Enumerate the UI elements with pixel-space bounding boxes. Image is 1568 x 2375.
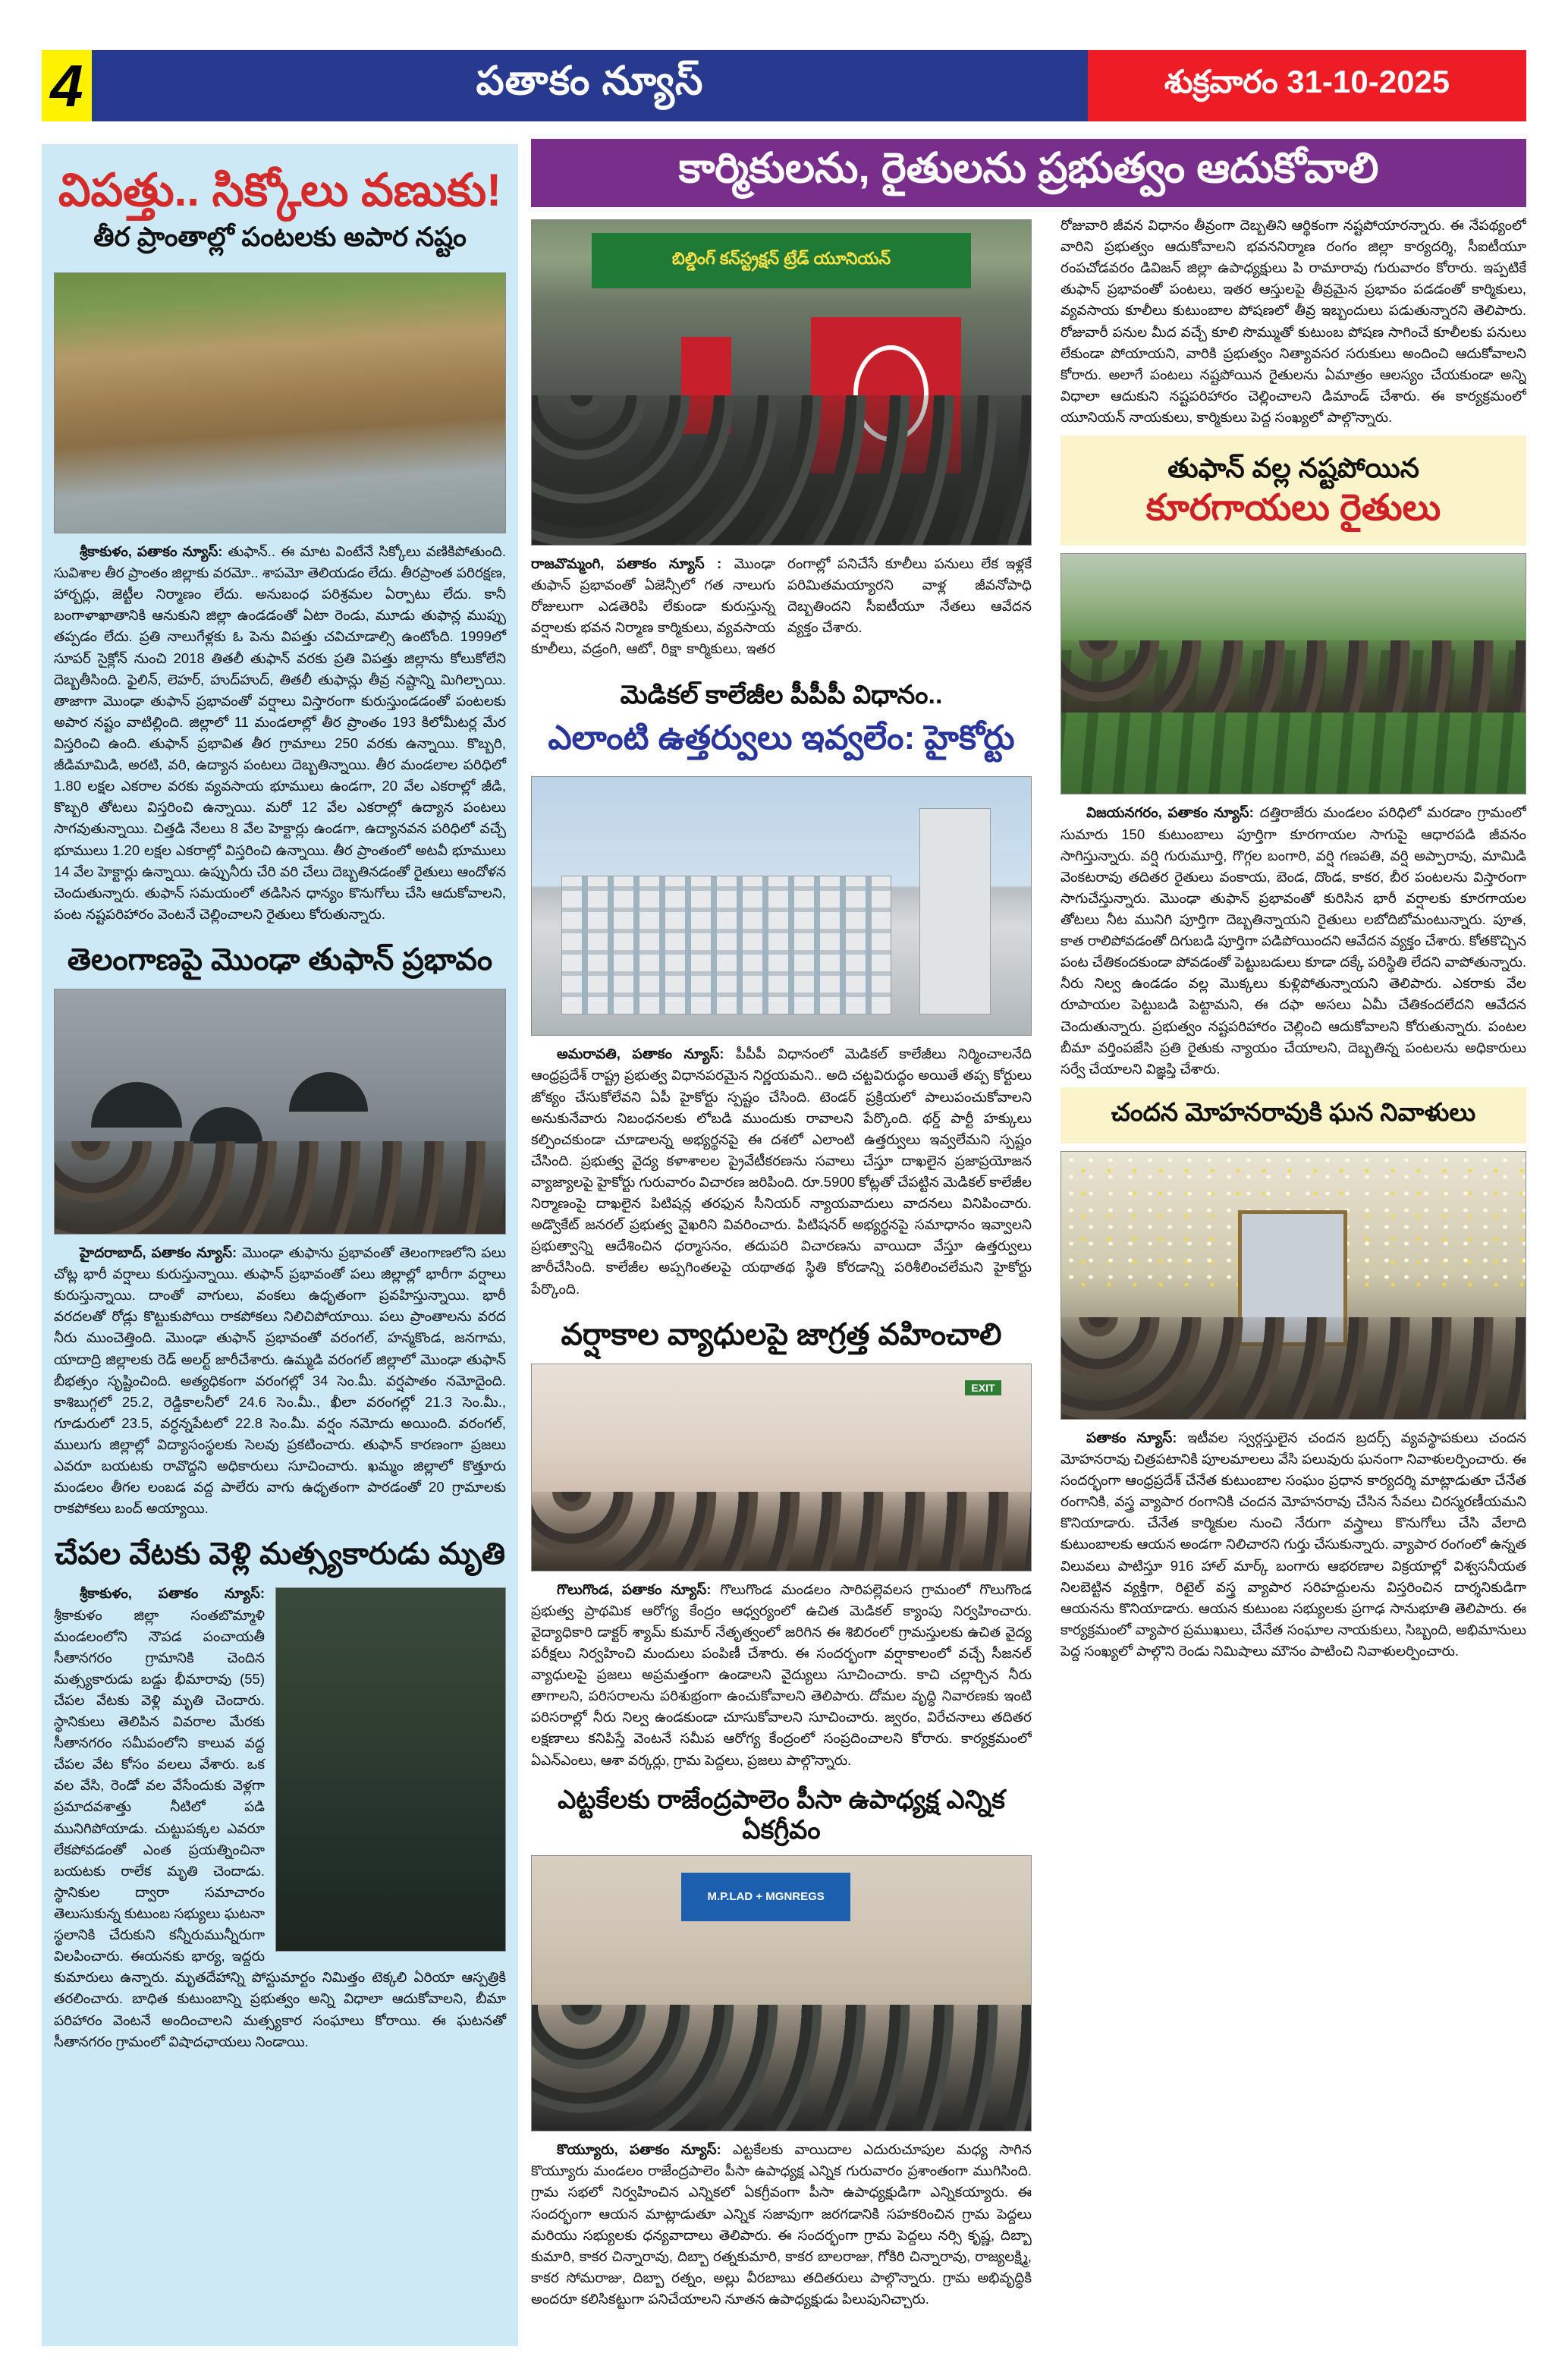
telangana-text: మొంఢా తుఫాను ప్రభావంతో తెలంగాణలోని పలు చోట్ల భారీ వర్షాలు కురుస్తున్నాయి. తుఫాన్ ప్రభావంతో పలు జిల్లాల్లో భారీగా వర్షాలు కురుస్తున్నాయి. దాంతో వాగులు, వంకలు ఉధృతంగా ప్రవహిస్తున్నాయి. భారీ వరదలతో రోడ్లు కొట్టుకుపోయి రాకపోకలు నిలిచిపోయాయి. పలు ప్రాంతాలను వరద నీరు ముంచెత్తింది. మొంఢా తుఫాన్ ప్రభావంతో వరంగల్, హన్మకొండ, జనగామ, యాదాద్రి జిల్లాలకు రెడ్ అలర్ట్ జారీచేశారు. ఉమ్మడి వరంగల్ జిల్లాలో మొంఢా తుఫాన్ బీభత్సం సృష్టించింది. అత్యధికంగా వరంగల్లో 34 సెం.మీ. వర్షపాతం నమోదైంది. కాశిబుగ్గలో 25.2, రెడ్డికాలనీలో 24.6 సెం.మీ., ఖీలా వరంగల్లో 21.3 సెం.మీ., గూడురులో 23.5, వర్ధన్నపేటలో 22.8 సెం.మీ. వర్షం నమోదు అయింది. వరంగల్, ములుగు జిల్లాల్లో విద్యాసంస్థలకు సెలవు ప్రకటించారు. తుఫాన్ కారణంగా ప్రజలు ఎవరూ బయటకు రావొద్దని అధికారులు సూచించారు. ఖమ్మం జిల్లాలో కొత్తూరు మండలం తీగల లంబడ వద్ద పాలేరు వాగు ఉధృతంగా పారడంతో 20 గ్రామాలకు రాకపోకలు బంద్ అయ్యాయి. bbox=[54, 1244, 506, 1517]
highcourt-headline: ఎలాంటి ఉత్తర్వులు ఇవ్వలేం: హైకోర్టు bbox=[548, 719, 1015, 757]
fisherman-dateline: శ్రీకాకుళం, పతాకం న్యూస్: bbox=[80, 1585, 265, 1602]
highcourt-body bbox=[531, 1043, 1032, 1299]
health-text: గొలుగొండ మండలం సారిపల్లెవలస గ్రామంలో గొలుగొండ ప్రభుత్వ ప్రాథమిక ఆరోగ్య కేంద్రం ఆధ్వర్యంలో ఉచిత మెడికల్ క్యాంపు నిర్వహించారు. వైద్యాధికారి డాక్టర్ శ్యామ్ కుమార్ నేతృత్వంలో జరిగిన ఈ శిబిరంలో గ్రామస్తులకు ఉచిత వైద్య పరీక్షలు నిర్వహించి మందులు పంపిణీ చేశారు. ఈ సందర్భంగా వర్షాకాలంలో వచ్చే సీజనల్ వ్యాధులపై ప్రజలు అప్రమత్తంగా ఉండాలని వైద్యులు సూచించారు. కాచి చల్లార్చిన నీరు తాగాలని, పరిసరాలను పరిశుభ్రంగా ఉంచుకోవాలని తెలిపారు. దోమల వృద్ధి నివారణకు ఇంటి పరిసరాల్లో నీరు నిల్వ ఉండకుండా చూసుకోవాలని సూచించారు. జ్వరం, విరేచనాలు తదితర లక్షణాలు కనిపిస్తే వెంటనే సమీప ఆరోగ్య కేంద్రంలో సంప్రదించాలని కోరారు. కార్యక్రమంలో ఏఎన్ఎంలు, ఆశా వర్కర్లు, గ్రామ పెద్దలు, ప్రజలు పాల్గొన్నారు. bbox=[531, 1581, 1032, 1768]
building-facade-graphic bbox=[561, 876, 891, 1015]
photo-medical-camp bbox=[531, 1364, 1032, 1571]
middle-column bbox=[531, 215, 1032, 2355]
photo-rain-streets bbox=[54, 989, 506, 1235]
crowd-silhouette bbox=[532, 395, 1031, 545]
fisherman-headline: చేపల వేటకు వెళ్లి మత్స్యకారుడు మృతి bbox=[54, 1537, 506, 1571]
seated-people-silhouette bbox=[532, 1492, 1031, 1570]
disaster-text: తుఫాన్.. ఈ మాట వింటేనే సిక్కోలు వణికిపోతుంది. సువిశాల తీర ప్రాంతం జిల్లాకు వరమో.. శాపమో తెలియడం లేదు. తీరప్రాంత పరిరక్షణ, హార్బర్లు, జెట్టీల నిర్మాణం లేదు. అనుబంధ పరిశ్రమల ఏర్పాటు లేదు. కానీ బంగాళాఖాతానికి ఆనుకుని జిల్లా ఉండడంతో ఏటా రెండు, మూడు తుఫాన్ల ముప్పు తప్పడం లేదు. ప్రతి నాలుగేళ్లకు ఓ పెను విపత్తు చవిచూడాల్సి ఉంటోంది. 1999లో సూపర్ సైక్లోన్ నుంచి 2018 తితలీ తుఫాన్ వరకు ప్రతి విపత్తు జిల్లాను కోలుకోలేని దెబ్బతీసింది. ఫైలిన్, లెహర్, హుద్‌హుద్, తితలీ తుఫాన్లు తీవ్ర నష్టాన్ని మిగిల్చాయి. తాజాగా మొంఢా తుఫాన్ ప్రభావంతో వర్షాలు విస్తారంగా కురుస్తుండడంతో పంటలకు అపార నష్టం వాటిల్లింది. జిల్లాలో 11 మండలాల్లో తీర ప్రాంతం 193 కిలోమీటర్ల మేర విస్తరించి ఉంది. తుఫాన్ ప్రభావిత తీర గ్రామాలు 250 వరకు ఉన్నాయి. కొబ్బరి, జీడిమామిడి, అరటి, వరి, ఉద్యాన పంటలు దెబ్బతిన్నాయి. తీర మండలాల పరిధిలో 1.80 లక్షల ఎకరాల వరకు వ్యవసాయ భూములు ఉండగా, 20 వేల ఎకరాల్లో జీడి, కొబ్బరి తోటలు విస్తరించి ఉన్నాయి. మరో 12 వేల ఎకరాల్లో ఉద్యాన పంటలు సాగవుతున్నాయి. చిత్తడి నేలలు 8 వేల హెక్టార్లు ఉండగా, ఉద్యానవన పరిధిలో వచ్చే భూములు 1.20 లక్షల ఎకరాల్లో విస్తరించి ఉన్నాయి. తీర ప్రాంతంలో అటవీ భూములు 14 వేల హెక్టార్లు ఉన్నాయి. ఉప్పునీరు చేరి వరి చేలు దెబ్బతినడంతో రైతులు ఆందోళన చెందుతున్నారు. తుఫాన్ సమయంలో తడిసిన ధాన్యం కొనుగోలు చేసి ఆదుకోవాలని, పంట నష్టపరిహారం వెంటనే చెల్లించాలని రైతులు కోరుతున్నారు. bbox=[54, 543, 506, 922]
disaster-body bbox=[54, 541, 506, 925]
vegetables-kicker: తుఫాన్ వల్ల నష్టపోయిన bbox=[1167, 452, 1419, 484]
masthead-title: పతాకం న్యూస్ bbox=[476, 58, 704, 103]
banner-headline: కార్మికులను, రైతులను ప్రభుత్వం ఆదుకోవాలి bbox=[531, 139, 1526, 207]
scheme-sign-board: M.P.LAD + MGNREGS bbox=[681, 1873, 850, 1921]
telangana-body bbox=[54, 1242, 506, 1519]
photo-pesa-election-group bbox=[531, 1855, 1032, 2131]
pesa-headline: ఎట్టకేలకు రాజేంద్రపాలెం పీసా ఉపాధ్యక్ష ఎన్నిక ఏకగ్రీవం bbox=[558, 1785, 1005, 1845]
photo-highcourt-building bbox=[531, 776, 1032, 1036]
crowd-silhouette bbox=[55, 1141, 505, 1234]
disaster-dateline: శ్రీకాకుళం, పతాకం న్యూస్: bbox=[80, 543, 223, 559]
vegetables-body bbox=[1061, 802, 1526, 1079]
highcourt-text: పీపీపీ విధానంలో మెడికల్ కాలేజీలు నిర్మించాలనేది ఆంధ్రప్రదేశ్ రాష్ట్ర ప్రభుత్వ విధానపరమైన నిర్ణయమని.. అది చట్టవిరుద్ధం అయితే తప్ప కోర్టులు జోక్యం చేసుకోలేవని ఏపీ హైకోర్టు స్పష్టం చేసింది. టెండర్ ప్రక్రియలో పాలుపంచుకోవాలని అనుకునేవారు నిబంధనలకు లోబడి ముందుకు రావాలని పేర్కొంది. థర్డ్ పార్టీ హక్కులు కల్పించకుండా చూడాలన్న అభ్యర్థనపై ఈ దశలో ఎలాంటి ఉత్తర్వులు ఇవ్వలేమని స్పష్టం చేసింది. ప్రభుత్వ వైద్య కళాశాలల ప్రైవేటీకరణను సవాలు చేస్తూ దాఖలైన ప్రజాప్రయోజన వ్యాజ్యాలపై హైకోర్టు గురువారం విచారణ జరిపింది. రూ.5900 కోట్లతో చేపట్టిన మెడికల్ కాలేజీల నిర్మాణంపై దాఖలైన పిటిషన్ల తరఫున సీనియర్ న్యాయవాదులు వాదనలు వినిపించారు. అడ్వొకేట్ జనరల్ ప్రభుత్వ వైఖరిని వివరించారు. పిటిషనర్ అభ్యర్థనపై సమాధానం ఇవ్వాలని ప్రభుత్వాన్ని ఆదేశించిన ధర్మాసనం, తదుపరి విచారణను వాయిదా వేస్తూ ఉత్తర్వులు జారీచేసింది. కాలేజీల అప్పగింతలపై యథాతథ స్థితి కోరడాన్ని పరిశీలించలేమని హైకోర్టు పేర్కొంది. bbox=[531, 1046, 1032, 1297]
left-column bbox=[42, 144, 518, 2346]
fisherman-text: శ్రీకాకుళం జిల్లా సంతబొమ్మాళి మండలంలోని నౌపడ పంచాయతీ సీతానగరం గ్రామానికి చెందిన మత్స్యకారుడు బడ్డు భీమారావు (55) చేపల వేటకు వెళ్లి మృతి చెందారు. స్థానికులు తెలిపిన వివరాల మేరకు సీతానగరం సమీపంలోని కాలువ వద్ద చేపల వేట కోసం వలలు వేశారు. ఒక వల వేసి, రెండో వల వేసేందుకు వెళ్లగా ప్రమాదవశాత్తు నీటిలో పడి మునిగిపోయాడు. చుట్టుపక్కల ఎవరూ లేకపోవడంతో ఎంత ప్రయత్నించినా బయటకు రాలేక మృతి చెందాడు. స్థానికుల ద్వారా సమాచారం తెలుసుకున్న కుటుంబ సభ్యులు ఘటనా స్థలానికి చేరుకుని కన్నీరుమున్నీరుగా విలపించారు. ఈయనకు భార్య, ఇద్దరు కుమారులు ఉన్నారు. మృతదేహాన్ని పోస్టుమార్టం నిమిత్తం టెక్కలి ఏరియా ఆస్పత్రికి తరలించారు. బాధిత కుటుంబాన్ని ప్రభుత్వం అన్ని విధాలా ఆదుకోవాలని, బీమా పరిహారం వెంటనే అందించాలని మత్స్యకార సంఘాలు కోరాయి. ఈ ఘటనతో సీతానగరం గ్రామంలో విషాదఛాయలు నిండాయి. bbox=[54, 1606, 506, 2049]
union-dateline: రాజవొమ్మంగి, పతాకం న్యూస్ : bbox=[531, 555, 722, 571]
tribute-body bbox=[1061, 1427, 1526, 1662]
mourners-silhouette bbox=[1061, 1317, 1526, 1419]
pesa-text: ఎట్టకేలకు వాయిదాల ఎదురుచూపుల మధ్య సాగిన కొయ్యూరు మండలం రాజేంద్రపాలెం పీసా ఉపాధ్యక్ష ఎన్నిక గురువారం ప్రశాంతంగా ముగిసింది. గ్రామ సభలో నిర్వహించిన ఎన్నికలో ఏకగ్రీవంగా పీసా ఉపాధ్యక్షుడిగా ఎన్నికయ్యారు. ఈ సందర్భంగా ఆయన మాట్లాడుతూ ఎన్నిక సజావుగా జరగడానికి సహకరించిన గ్రామ పెద్దలు మరియు సభ్యులకు ధన్యవాదాలు తెలిపారు. ఈ సందర్భంగా గ్రామ పెద్దలు నర్సి కృష్ణ, దిబ్బా కుమారి, కాకర చిన్నారావు, దిబ్బా రత్నకుమారి, కాకర బాలరాజు, గోకిరి చిన్నారావు, రాజ్యలక్ష్మి, కాకర సోమరాజు, దిబ్బా రత్నం, అల్లు వీరబాబు తదితరులు పాల్గొన్నారు. గ్రామ అభివృద్ధికి అందరూ కలిసికట్టుగా పనిచేయాలని నూతన ఉపాధ్యక్షుడు పిలుపునిచ్చారు. bbox=[531, 2141, 1032, 2307]
telangana-headline: తెలంగాణపై మొంఢా తుఫాన్ ప్రభావం bbox=[67, 942, 493, 977]
right-column bbox=[1061, 215, 1526, 2355]
fisherman-article bbox=[54, 1583, 506, 2059]
umbrella-graphic bbox=[91, 1082, 182, 1128]
photo-fisherman bbox=[275, 1587, 506, 1952]
vegetables-text: దత్తిరాజేరు మండలం పరిధిలో మరడాం గ్రామంలో సుమారు 150 కుటుంబాలు పూర్తిగా కూరగాయల సాగుపై ఆధారపడి జీవనం సాగిస్తున్నారు. వర్షి గురుమూర్తి, గొగ్గల బంగారి, వర్షి గణపతి, వర్షి అప్పారావు, మామిడి వెంకటరావు తదితర రైతులు వంకాయ, బెండ, దొండ, కాకర, బీర పంటలను విస్తారంగా సాగుచేస్తున్నారు. మొంఢా తుఫాన్ ప్రభావంతో కురిసిన భారీ వర్షాలకు కూరగాయల తోటలు నీట మునిగి పూర్తిగా దెబ్బతిన్నాయని రైతులు లబోదిబోమంటున్నారు. పూత, కాత రాలిపోవడంతో దిగుబడి పూర్తిగా పడిపోయిందని ఆవేదన వ్యక్తం చేశారు. కోతకొచ్చిన పంట చేతికందకుండా పోవడంతో పెట్టుబడులు కూడా దక్కే పరిస్థితి లేదని వాపోతున్నారు. నీరు నిల్వ ఉండడం వల్ల మొక్కలు కుళ్లిపోతున్నాయని తెలిపారు. ఎకరాకు వేల రూపాయల పెట్టుబడి పెట్టామని, ఈ దఫా అసలు ఏమీ చేతికందలేదని ఆవేదన చెందుతున్నారు. ప్రభుత్వం నష్టపరిహారం చెల్లించి ఆదుకోవాలని కోరుతున్నారు. పంటల బీమా వర్తింపజేసి ప్రతి రైతుకు న్యాయం చేయాలని, దెబ్బతిన్న పంటలను అధికారులు సర్వే చేయాలని విజ్ఞప్తి చేశారు. bbox=[1061, 804, 1526, 1077]
pesa-dateline: కొయ్యూరు, పతాకం న్యూస్: bbox=[557, 2141, 721, 2158]
highcourt-dateline: అమరావతి, పతాకం న్యూస్: bbox=[557, 1046, 724, 1062]
building-tower-graphic bbox=[919, 808, 991, 1014]
umbrella-graphic bbox=[190, 1107, 262, 1143]
union-text-left: మొంఢా తుఫాన్ ప్రభావంతో ఏజెన్సీలో గత నాలుగు రోజులుగా ఎడతెరిపి లేకుండా కురుస్తున్న వర్షాలకు భవన నిర్మాణ కార్మికులు, వ్యవసాయ కూలీలు, వడ్రంగి, ఆటో, రిక్షా కార్మికులు, ఇతర రంగాల్లో పనిచేసే కూలీలు పనులు లేక ఇళ్లకే పరిమితమయ్యారని వాళ్ల జీవనోపాధి దెబ్బతిందని సీఐటీయూ నేతలు ఆవేదన వ్యక్తం చేశారు. bbox=[531, 555, 1032, 657]
telangana-dateline: హైదరాబాద్, పతాకం న్యూస్: bbox=[80, 1244, 237, 1260]
union-body-right bbox=[1061, 215, 1526, 428]
page-number: 4 bbox=[42, 50, 92, 121]
photo-coastal-erosion bbox=[54, 272, 506, 533]
health-headline: వర్షాకాల వ్యాధులపై జాగ్రత్త వహించాలి bbox=[561, 1317, 1002, 1351]
union-body-left bbox=[531, 553, 1032, 660]
health-dateline: గొలుగొండ, పతాకం న్యూస్: bbox=[557, 1581, 712, 1597]
vegetables-headline: కూరగాయలు రైతులు bbox=[1145, 488, 1441, 529]
health-body bbox=[531, 1579, 1032, 1771]
photo-vegetable-farmers bbox=[1061, 553, 1526, 794]
vegetables-headline-box bbox=[1061, 436, 1526, 546]
tribute-dateline: పతాకం న్యూస్: bbox=[1086, 1429, 1177, 1445]
masthead-bar bbox=[92, 50, 1088, 121]
farmers-silhouette bbox=[1061, 640, 1526, 712]
photo-tribute-ceremony bbox=[1061, 1151, 1526, 1420]
photo-union-meeting bbox=[531, 219, 1032, 546]
crowd-silhouette bbox=[532, 2005, 1031, 2131]
disaster-kicker-headline: విపత్తు.. సిక్కోలు వణుకు! bbox=[58, 165, 502, 215]
union-banner-graphic: బిల్డింగ్ కన్‌స్ట్రక్షన్ ట్రేడ్ యూనియన్ bbox=[592, 233, 971, 288]
union-text-right: రోజువారి జీవన విధానం తీవ్రంగా దెబ్బతిని ఆర్థికంగా నష్టపోయారన్నారు. ఈ నేపథ్యంలో వారిని ప్రభుత్వం ఆదుకోవాలని భవననిర్మాణ రంగం జిల్లా కార్యదర్శి, సీఐటీయూ రంపచోడవరం డివిజన్ జిల్లా ఉపాధ్యక్షులు పి రామారావు గురువారం కోరారు. ఇప్పటికే తుఫాన్ ప్రభావంతో పంటలు, ఇతర ఆస్తులపై తీవ్రమైన ప్రభావం పడడంతో కార్మికులు, వ్యవసాయ కూలీలు కుటుంబాల పోషణలో తీవ్ర ఇబ్బందులు పడుతున్నారని తెలిపారు. రోజువారీ పనుల మీద వచ్చే కూలి సొమ్ముతో కుటుంబ పోషణ సాగించే కూలీలకు పనులు లేకుండా పోయాయని, వారికి ప్రభుత్వం నిత్యావసర సరుకులు అందించి ఆదుకోవాలని కోరారు. అలాగే పంటలు నష్టపోయిన రైతులను ఏమాత్రం ఆలస్యం చేయకుండా అన్ని విధాలా ఆదుకుని నష్టపరిహారం చెల్లించాలని డిమాండ్ చేశారు. ఈ కార్యక్రమంలో యూనియన్ నాయకులు, కార్మికులు పెద్ద సంఖ్యలో పాల్గొన్నారు. bbox=[1061, 217, 1526, 425]
tribute-text: ఇటీవల స్వర్గస్తులైన చందన బ్రదర్స్ వ్యవస్థాపకులు చందన మోహనరావు చిత్రపటానికి పూలమాలలు వేసి పలువురు ఘనంగా నివాళులర్పించారు. ఈ సందర్భంగా ఆంధ్రప్రదేశ్ చేనేత కుటుంబాల సంఘం ప్రధాన కార్యదర్శి మాట్లాడుతూ చేనేత రంగానికి, వస్త్ర వ్యాపార రంగానికి చందన మోహనరావు చేసిన సేవలు చిరస్మరణీయమని కొనియాడారు. చేనేత కార్మికుల నుంచి నేరుగా వస్త్రాలు కొనుగోలు చేసి వేలాది కుటుంబాలకు ఆయన అండగా నిలిచారని గుర్తు చేసుకున్నారు. వ్యాపార రంగంలో ఉన్నత విలువలు పాటిస్తూ 916 హాల్ మార్క్ బంగారు ఆభరణాల విక్రయాల్లో విశ్వసనీయత నిలబెట్టిన వ్యక్తిగా, రిటైల్ వస్త్ర వ్యాపార సరిహద్దులను విస్తరించిన దార్శనికుడిగా ఆయనను కొనియాడారు. ఆయన కుటుంబ సభ్యులకు ప్రగాఢ సానుభూతి తెలిపారు. ఈ కార్యక్రమంలో వ్యాపార ప్రముఖులు, చేనేత సంఘాల నాయకులు, సిబ్బంది, అభిమానులు పెద్ద సంఖ్యలో పాల్గొని రెండు నిమిషాలు మౌనం పాటించి నివాళులర్పించారు. bbox=[1061, 1429, 1526, 1659]
umbrella-graphic bbox=[289, 1072, 368, 1112]
disaster-subheadline: తీర ప్రాంతాల్లో పంటలకు అపార నష్టం bbox=[93, 222, 467, 252]
exit-sign: EXIT bbox=[965, 1380, 1001, 1395]
highcourt-kicker: మెడికల్ కాలేజీల పీపీపీ విధానం.. bbox=[620, 680, 943, 709]
vegetables-dateline: విజయనగరం, పతాకం న్యూస్: bbox=[1086, 804, 1254, 821]
tribute-headline-box: చందన మోహనరావుకి ఘన నివాళులు bbox=[1061, 1087, 1526, 1143]
date-box: శుక్రవారం 31-10-2025 bbox=[1088, 50, 1526, 121]
pesa-body bbox=[531, 2139, 1032, 2310]
